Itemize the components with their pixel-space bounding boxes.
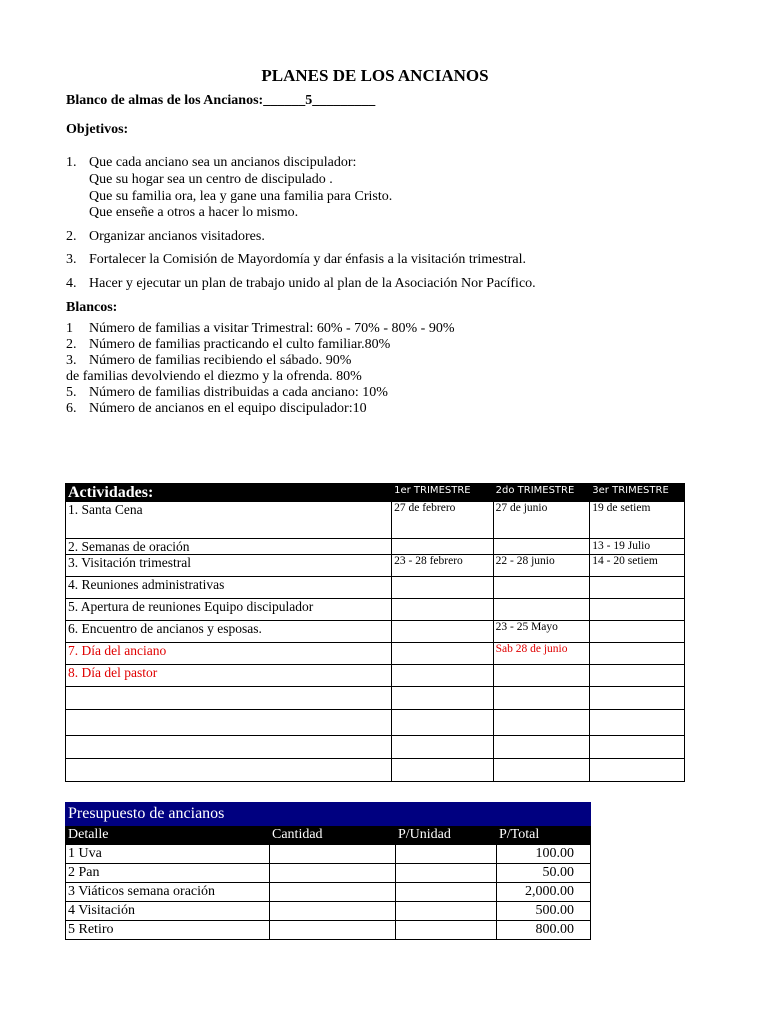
table-row	[66, 665, 685, 687]
cell-trimestre-3	[590, 577, 685, 599]
empty-cell	[590, 687, 685, 710]
cell-trimestre-2	[493, 665, 590, 687]
objetivo-number: 1.	[66, 155, 77, 170]
cell-trimestre-3: 14 - 20 setiem	[590, 555, 685, 577]
table-row	[66, 599, 685, 621]
cell-trimestre-3: 13 - 19 Julio	[590, 539, 685, 555]
table-row	[66, 864, 591, 883]
objetivo-number: 4.	[66, 276, 77, 291]
p-unidad-cell	[396, 864, 497, 883]
blanco-text: Número de familias distribuidas a cada anciano: 10%	[89, 385, 388, 400]
cell-trimestre-3	[590, 599, 685, 621]
header-p-total: P/Total	[497, 826, 591, 845]
empty-cell	[66, 736, 392, 759]
empty-cell	[590, 736, 685, 759]
activity-label: 8. Día del pastor	[66, 665, 392, 687]
blanco-text: Número de familias recibiendo el sábado. 90%	[89, 353, 352, 368]
objetivo-text: Organizar ancianos visitadores.	[89, 229, 265, 244]
table-row-empty	[66, 759, 685, 782]
activity-label: 4. Reuniones administrativas	[66, 577, 392, 599]
empty-cell	[590, 710, 685, 736]
objetivo-subline-text: Que su familia ora, lea y gane una familia para Cristo.	[89, 189, 393, 204]
empty-cell	[590, 759, 685, 782]
p-unidad-cell	[396, 845, 497, 864]
actividades-header-row	[66, 484, 685, 502]
empty-cell	[493, 710, 590, 736]
empty-cell	[392, 710, 494, 736]
header-trimestre-1: 1er TRIMESTRE	[392, 484, 494, 502]
cell-trimestre-3	[590, 621, 685, 643]
table-row	[66, 643, 685, 665]
detalle-cell: 3 Viáticos semana oración	[66, 883, 270, 902]
presupuesto-title-row	[66, 803, 591, 826]
empty-cell	[493, 759, 590, 782]
blanco-text: Número de familias practicando el culto familiar.80%	[89, 337, 391, 352]
cell-trimestre-1	[392, 577, 494, 599]
cell-trimestre-1: 27 de febrero	[392, 502, 494, 539]
table-row	[66, 502, 685, 539]
p-total-cell: 50.00	[497, 864, 591, 883]
objetivo-number: 2.	[66, 229, 77, 244]
p-total-cell: 100.00	[497, 845, 591, 864]
activity-label: 7. Día del anciano	[66, 643, 392, 665]
activity-label: 2. Semanas de oración	[66, 539, 392, 555]
table-row-empty	[66, 736, 685, 759]
empty-cell	[392, 687, 494, 710]
cantidad-cell	[270, 864, 396, 883]
table-row	[66, 539, 685, 555]
detalle-cell: 2 Pan	[66, 864, 270, 883]
cantidad-cell	[270, 883, 396, 902]
header-trimestre-2: 2do TRIMESTRE	[493, 484, 590, 502]
p-total-cell: 2,000.00	[497, 883, 591, 902]
cell-trimestre-2	[493, 539, 590, 555]
table-row	[66, 921, 591, 940]
empty-cell	[493, 687, 590, 710]
blanco-number: 3.	[66, 353, 77, 368]
cell-trimestre-1	[392, 643, 494, 665]
cell-trimestre-2: 22 - 28 junio	[493, 555, 590, 577]
page-title: PLANES DE LOS ANCIANOS	[261, 66, 489, 85]
actividades-table	[65, 483, 685, 782]
cell-trimestre-1	[392, 621, 494, 643]
objetivo-text: Hacer y ejecutar un plan de trabajo unido al plan de la Asociación Nor Pacífico.	[89, 276, 536, 291]
activity-label: 5. Apertura de reuniones Equipo discipulador	[66, 599, 392, 621]
blanco-item	[66, 368, 362, 385]
presupuesto-table	[65, 802, 591, 940]
cell-trimestre-1: 23 - 28 febrero	[392, 555, 494, 577]
objetivo-subline-text: Que enseñe a otros a hacer lo mismo.	[89, 205, 299, 220]
table-row	[66, 902, 591, 921]
cell-trimestre-1	[392, 599, 494, 621]
cantidad-cell	[270, 921, 396, 940]
cell-trimestre-2: 27 de junio	[493, 502, 590, 539]
blanco-text: de familias devolviendo el diezmo y la ofrenda. 80%	[66, 369, 362, 384]
header-p-unidad: P/Unidad	[396, 826, 497, 845]
empty-cell	[66, 759, 392, 782]
detalle-cell: 5 Retiro	[66, 921, 270, 940]
blanco-number: 1	[66, 321, 73, 336]
objetivos-heading: Objetivos:	[66, 122, 129, 137]
blancos-heading: Blancos:	[66, 300, 118, 315]
p-unidad-cell	[396, 921, 497, 940]
blanco-almas-line: Blanco de almas de los Ancianos:______5_________	[66, 93, 376, 108]
empty-cell	[66, 710, 392, 736]
blanco-number: 6.	[66, 401, 77, 416]
empty-cell	[392, 736, 494, 759]
blanco-text: Número de familias a visitar Trimestral: 60% - 70% - 80% - 90%	[89, 321, 455, 336]
empty-cell	[392, 759, 494, 782]
cell-trimestre-2	[493, 599, 590, 621]
objetivo-text: Que cada anciano sea un ancianos discipulador:	[89, 155, 357, 170]
cantidad-cell	[270, 902, 396, 921]
header-trimestre-3: 3er TRIMESTRE	[590, 484, 685, 502]
cell-trimestre-1	[392, 665, 494, 687]
presupuesto-title: Presupuesto de ancianos	[66, 803, 591, 826]
table-row-empty	[66, 687, 685, 710]
blanco-number: 5.	[66, 385, 77, 400]
activity-label: 3. Visitación trimestral	[66, 555, 392, 577]
cantidad-cell	[270, 845, 396, 864]
cell-trimestre-3	[590, 643, 685, 665]
p-unidad-cell	[396, 883, 497, 902]
cell-trimestre-2: Sab 28 de junio	[493, 643, 590, 665]
header-cantidad: Cantidad	[270, 826, 396, 845]
objetivo-subline-text: Que su hogar sea un centro de discipulado .	[89, 172, 333, 187]
table-row	[66, 621, 685, 643]
empty-cell	[66, 687, 392, 710]
table-row	[66, 883, 591, 902]
p-total-cell: 800.00	[497, 921, 591, 940]
objetivo-text: Fortalecer la Comisión de Mayordomía y dar énfasis a la visitación trimestral.	[89, 252, 526, 267]
cell-trimestre-1	[392, 539, 494, 555]
table-row	[66, 845, 591, 864]
p-unidad-cell	[396, 902, 497, 921]
table-row	[66, 555, 685, 577]
detalle-cell: 1 Uva	[66, 845, 270, 864]
detalle-cell: 4 Visitación	[66, 902, 270, 921]
cell-trimestre-2: 23 - 25 Mayo	[493, 621, 590, 643]
objetivo-number: 3.	[66, 252, 77, 267]
presupuesto-header-row	[66, 826, 591, 845]
blanco-number: 2.	[66, 337, 77, 352]
table-row	[66, 577, 685, 599]
header-detalle: Detalle	[66, 826, 270, 845]
cell-trimestre-3: 19 de setiem	[590, 502, 685, 539]
cell-trimestre-3	[590, 665, 685, 687]
p-total-cell: 500.00	[497, 902, 591, 921]
activity-label: 1. Santa Cena	[66, 502, 392, 539]
actividades-heading: Actividades:	[66, 484, 392, 502]
blanco-text: Número de ancianos en el equipo discipulador:10	[89, 401, 367, 416]
activity-label: 6. Encuentro de ancianos y esposas.	[66, 621, 392, 643]
cell-trimestre-2	[493, 577, 590, 599]
table-row-empty	[66, 710, 685, 736]
empty-cell	[493, 736, 590, 759]
